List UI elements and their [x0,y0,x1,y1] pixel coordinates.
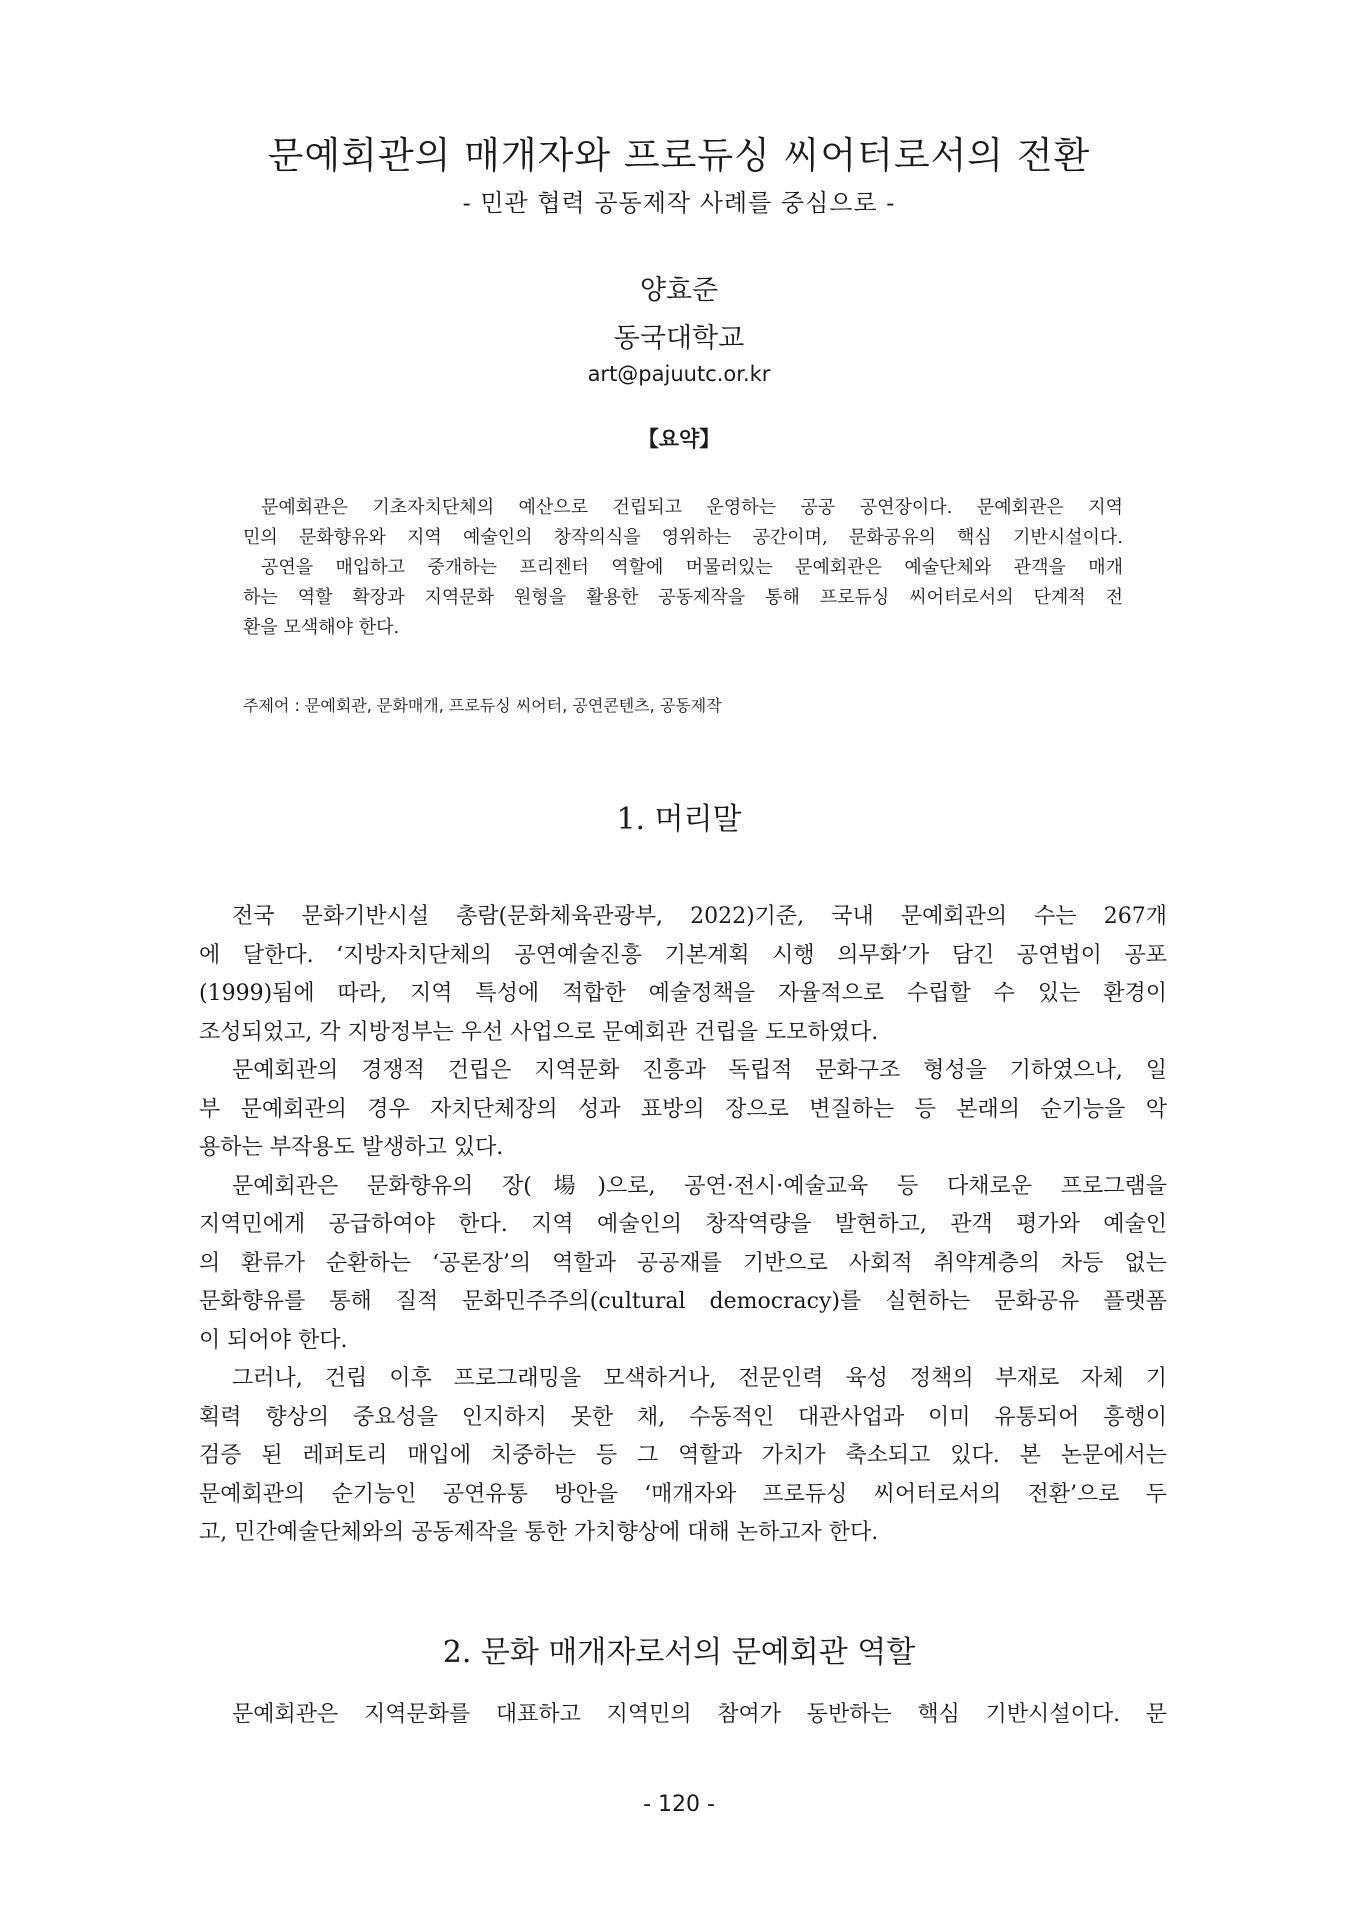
body-line: 에 달한다. ‘지방자치단체의 공연예술진흥 기본계획 시행 의무화’가 담긴 공연법이 공포 [199,942,1167,968]
abstract-heading: 【요약】 [637,427,721,451]
abstract-line: 환을 모색해야 한다. [243,617,400,638]
paper-subtitle: - 민관 협력 공동제작 사례를 중심으로 - [462,189,896,217]
keywords: 주제어 : 문예회관, 문화매개, 프로듀싱 씨어터, 공연콘텐츠, 공동제작 [243,696,722,715]
author-email: art@pajuutc.or.kr [587,362,771,386]
body-line: 전국 문화기반시설 총람(문화체육관광부, 2022)기준, 국내 문예회관의 수는 267개 [232,904,1167,929]
abstract-line: 문예회관은 기초자치단체의 예산으로 건립되고 운영하는 공공 공연장이다. 문예회관은 지역 [261,497,1123,518]
body-line: 부 문예회관의 경우 자치단체장의 성과 표방의 장으로 변질하는 등 본래의 순기능을 악 [199,1096,1167,1122]
body-line: 획력 향상의 중요성을 인지하지 못한 채, 수동적인 대관사업과 이미 유통되어 흥행이 [199,1404,1167,1430]
body-line: 검증 된 레퍼토리 매입에 치중하는 등 그 역할과 가치가 축소되고 있다. 본 논문에서는 [199,1443,1167,1468]
body-line: 문화향유를 통해 질적 문화민주주의(cultural democracy)를 실현하는 문화공유 플랫폼 [199,1289,1167,1314]
author-name: 양효준 [639,275,719,306]
abstract-line: 하는 역할 확장과 지역문화 원형을 활용한 공동제작을 통해 프로듀싱 씨어터로서의 단계적 전 [243,587,1123,608]
author-affiliation: 동국대학교 [613,323,745,354]
abstract-line: 공연을 매입하고 중개하는 프리젠터 역할에 머물러있는 문예회관은 예술단체와 관객을 매개 [261,557,1123,578]
section-body [199,898,1167,1553]
body-line: 문예회관의 순기능인 공연유통 방안을 ‘매개자와 프로듀싱 씨어터로서의 전환’으로 두 [199,1481,1167,1507]
body-line: 지역민에게 공급하여야 한다. 지역 예술인의 창작역량을 발현하고, 관객 평가와 예술인 [199,1212,1167,1237]
body-line: 문예회관은 지역문화를 대표하고 지역민의 참여가 동반하는 핵심 기반시설이다. 문 [232,1702,1167,1727]
section-body [199,1696,1167,1735]
body-line: 고, 민간예술단체와의 공동제작을 통한 가치향상에 대해 논하고자 한다. [199,1520,879,1545]
body-line: (1999)됨에 따라, 지역 특성에 적합한 예술정책을 자율적으로 수립할 수 있는 환경이 [199,981,1167,1006]
body-line: 문예회관은 문화향유의 장(場)으로, 공연·전시·예술교육 등 다채로운 프로그램을 [232,1173,1167,1199]
body-line: 그러나, 건립 이후 프로그래밍을 모색하거나, 전문인력 육성 정책의 부재로 자체 기 [232,1366,1167,1391]
paper-title: 문예회관의 매개자와 프로듀싱 씨어터로서의 전환 [267,134,1091,177]
abstract-body [243,493,1123,643]
page-number: - 120 - [643,1792,715,1817]
body-line: 문예회관의 경쟁적 건립은 지역문화 진흥과 독립적 문화구조 형성을 기하였으나, 일 [232,1058,1167,1083]
body-line: 용하는 부작용도 발생하고 있다. [199,1135,504,1160]
body-line: 조성되었고, 각 지방정부는 우선 사업으로 문예회관 건립을 도모하였다. [199,1019,879,1045]
section-heading: 1. 머리말 [616,802,742,837]
section-heading: 2. 문화 매개자로서의 문예회관 역할 [442,1635,916,1670]
body-line: 이 되어야 한다. [199,1327,348,1353]
abstract-line: 민의 문화향유와 지역 예술인의 창작의식을 영위하는 공간이며, 문화공유의 핵심 기반시설이다. [243,527,1123,548]
body-line: 의 환류가 순환하는 ‘공론장’의 역할과 공공재를 기반으로 사회적 취약계층의 차등 없는 [199,1250,1167,1276]
